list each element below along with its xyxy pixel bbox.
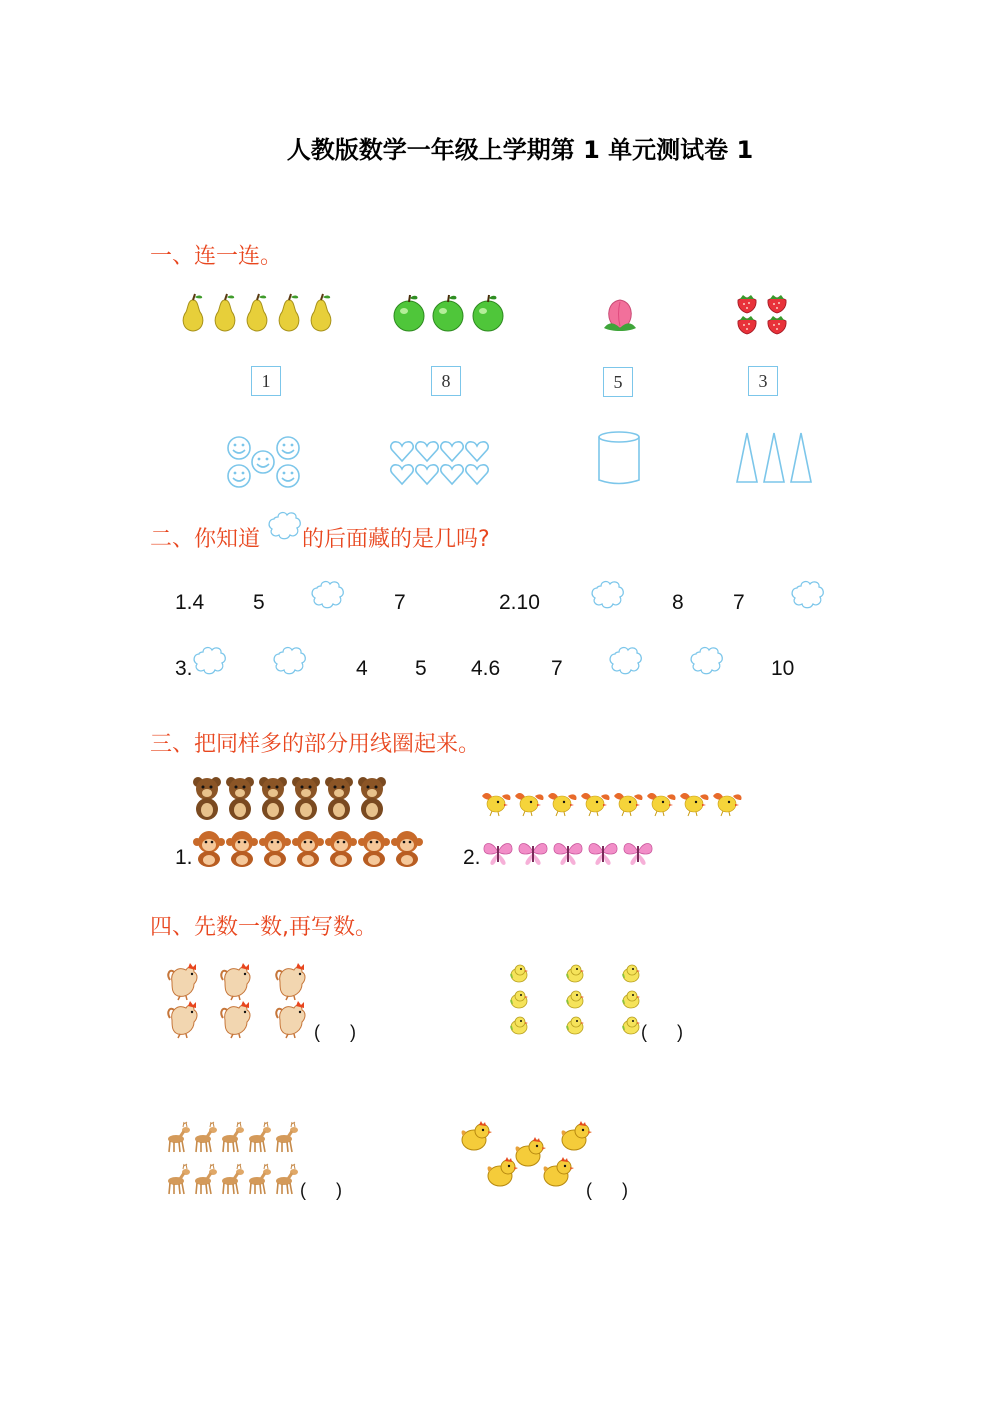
chicken-icon	[544, 1157, 574, 1186]
monkey-icon	[391, 831, 423, 867]
bird-icon	[614, 793, 643, 816]
sequence-number: 4	[356, 657, 368, 680]
section4-heading: 四、先数一数,再写数。	[150, 915, 377, 940]
strawberry-icon	[768, 316, 786, 334]
cloud-icon	[609, 646, 643, 676]
section1-heading: 一、连一连。	[150, 244, 283, 269]
heart-icon	[466, 465, 488, 484]
number-box: 3	[748, 366, 778, 396]
bird-icon	[680, 793, 709, 816]
strawberry-group	[735, 294, 795, 336]
rooster-group	[164, 960, 320, 1042]
green-apple-icon	[433, 295, 463, 331]
deer-icon	[249, 1164, 271, 1194]
answer-blank[interactable]: ( )	[300, 1180, 342, 1200]
smiley-face-icon	[228, 465, 250, 487]
chick-icon	[566, 965, 584, 982]
heart-icon	[416, 442, 438, 461]
deer-icon	[276, 1164, 298, 1194]
pear-icon	[215, 294, 235, 331]
monkey-icon	[226, 831, 258, 867]
chick-icon	[510, 1017, 528, 1034]
cloud-icon	[273, 646, 307, 676]
number-box: 8	[431, 366, 461, 396]
monkey-group	[193, 830, 425, 868]
butterfly-icon	[554, 844, 582, 866]
item-label: 2.	[463, 846, 481, 869]
chicken-icon	[462, 1121, 492, 1150]
chick-icon	[622, 965, 640, 982]
deer-icon	[276, 1122, 298, 1152]
deer-icon	[168, 1122, 190, 1152]
strawberry-icon	[768, 295, 786, 313]
deer-icon	[222, 1122, 244, 1152]
chicken-icon	[516, 1137, 546, 1166]
section3-heading: 三、把同样多的部分用线圈起来。	[150, 732, 481, 757]
pear-icon	[311, 294, 331, 331]
bird-icon	[515, 793, 544, 816]
answer-blank[interactable]: ( )	[641, 1022, 683, 1042]
strawberry-icon	[738, 295, 756, 313]
rooster-icon	[168, 1001, 197, 1038]
chicken-icon	[488, 1157, 518, 1186]
cone-group	[733, 432, 815, 486]
chicken-icon	[562, 1121, 592, 1150]
chicken-group	[458, 1118, 590, 1196]
bear-icon	[193, 777, 221, 820]
deer-group	[166, 1118, 306, 1200]
sequence-label: 3.	[175, 657, 193, 680]
sequence-label: 1.4	[175, 591, 205, 614]
cloud-icon	[791, 580, 825, 610]
pear-group	[178, 294, 342, 334]
butterfly-icon	[589, 844, 617, 866]
bear-icon	[292, 777, 320, 820]
deer-icon	[249, 1122, 271, 1152]
sequence-number: 5	[253, 591, 265, 614]
butterfly-icon	[484, 844, 512, 866]
monkey-icon	[325, 831, 357, 867]
heart-icon	[416, 465, 438, 484]
smiley-face-icon	[228, 437, 250, 459]
bird-icon	[548, 793, 577, 816]
rooster-icon	[221, 1001, 250, 1038]
number-box: 1	[251, 366, 281, 396]
smiley-group	[224, 433, 306, 491]
sequence-number: 7	[394, 591, 406, 614]
section2-heading-prefix: 二、你知道	[150, 527, 261, 552]
rooster-icon	[276, 1001, 305, 1038]
bird-icon	[647, 793, 676, 816]
cloud-icon	[268, 511, 302, 541]
number-box: 5	[603, 367, 633, 397]
heart-icon	[466, 442, 488, 461]
rooster-icon	[168, 963, 197, 1000]
sequence-number: 10	[771, 657, 795, 680]
green-apple-icon	[394, 295, 424, 331]
bear-icon	[259, 777, 287, 820]
heart-icon	[441, 442, 463, 461]
section2-heading-suffix: 的后面藏的是几吗?	[302, 527, 490, 552]
butterfly-group	[482, 838, 654, 868]
monkey-icon	[193, 831, 225, 867]
cloud-icon	[591, 580, 625, 610]
bear-group	[191, 776, 391, 822]
sequence-label: 2.10	[499, 591, 540, 614]
sequence-number: 8	[672, 591, 684, 614]
answer-blank[interactable]: ( )	[586, 1180, 628, 1200]
chick-icon	[510, 965, 528, 982]
item-label: 1.	[175, 846, 193, 869]
deer-icon	[168, 1164, 190, 1194]
chick-icon	[622, 991, 640, 1008]
cylinder-icon	[596, 430, 642, 488]
cone-triangle-icon	[791, 433, 811, 482]
cone-triangle-icon	[737, 433, 757, 482]
bear-icon	[325, 777, 353, 820]
pear-icon	[247, 294, 267, 331]
pear-icon	[183, 294, 203, 331]
smiley-face-icon	[277, 465, 299, 487]
sequence-number: 7	[551, 657, 563, 680]
bear-icon	[358, 777, 386, 820]
heart-icon	[441, 465, 463, 484]
apple-group	[393, 294, 509, 334]
green-apple-icon	[473, 295, 503, 331]
bird-icon	[581, 793, 610, 816]
sequence-label: 4.6	[471, 657, 501, 680]
bear-icon	[226, 777, 254, 820]
cloud-icon	[690, 646, 724, 676]
chick-group	[506, 962, 646, 1042]
answer-blank[interactable]: ( )	[314, 1022, 356, 1042]
heart-group	[388, 437, 492, 487]
smiley-face-icon	[252, 451, 274, 473]
monkey-icon	[292, 831, 324, 867]
chick-icon	[622, 1017, 640, 1034]
deer-icon	[195, 1164, 217, 1194]
peach-icon	[600, 296, 640, 334]
sequence-number: 7	[733, 591, 745, 614]
cone-triangle-icon	[764, 433, 784, 482]
bird-icon	[713, 793, 742, 816]
heart-icon	[391, 442, 413, 461]
smiley-face-icon	[277, 437, 299, 459]
page-title: 人教版数学一年级上学期第 1 单元测试卷 1	[286, 136, 754, 164]
cloud-icon	[311, 580, 345, 610]
deer-icon	[222, 1164, 244, 1194]
rooster-icon	[276, 963, 305, 1000]
deer-icon	[195, 1122, 217, 1152]
chick-icon	[510, 991, 528, 1008]
bird-icon	[482, 793, 511, 816]
monkey-icon	[358, 831, 390, 867]
bird-group	[480, 788, 750, 820]
monkey-icon	[259, 831, 291, 867]
heart-icon	[391, 465, 413, 484]
cloud-icon	[193, 646, 227, 676]
butterfly-icon	[624, 844, 652, 866]
chick-icon	[566, 991, 584, 1008]
pear-icon	[279, 294, 299, 331]
rooster-icon	[221, 963, 250, 1000]
butterfly-icon	[519, 844, 547, 866]
strawberry-icon	[738, 316, 756, 334]
sequence-number: 5	[415, 657, 427, 680]
chick-icon	[566, 1017, 584, 1034]
